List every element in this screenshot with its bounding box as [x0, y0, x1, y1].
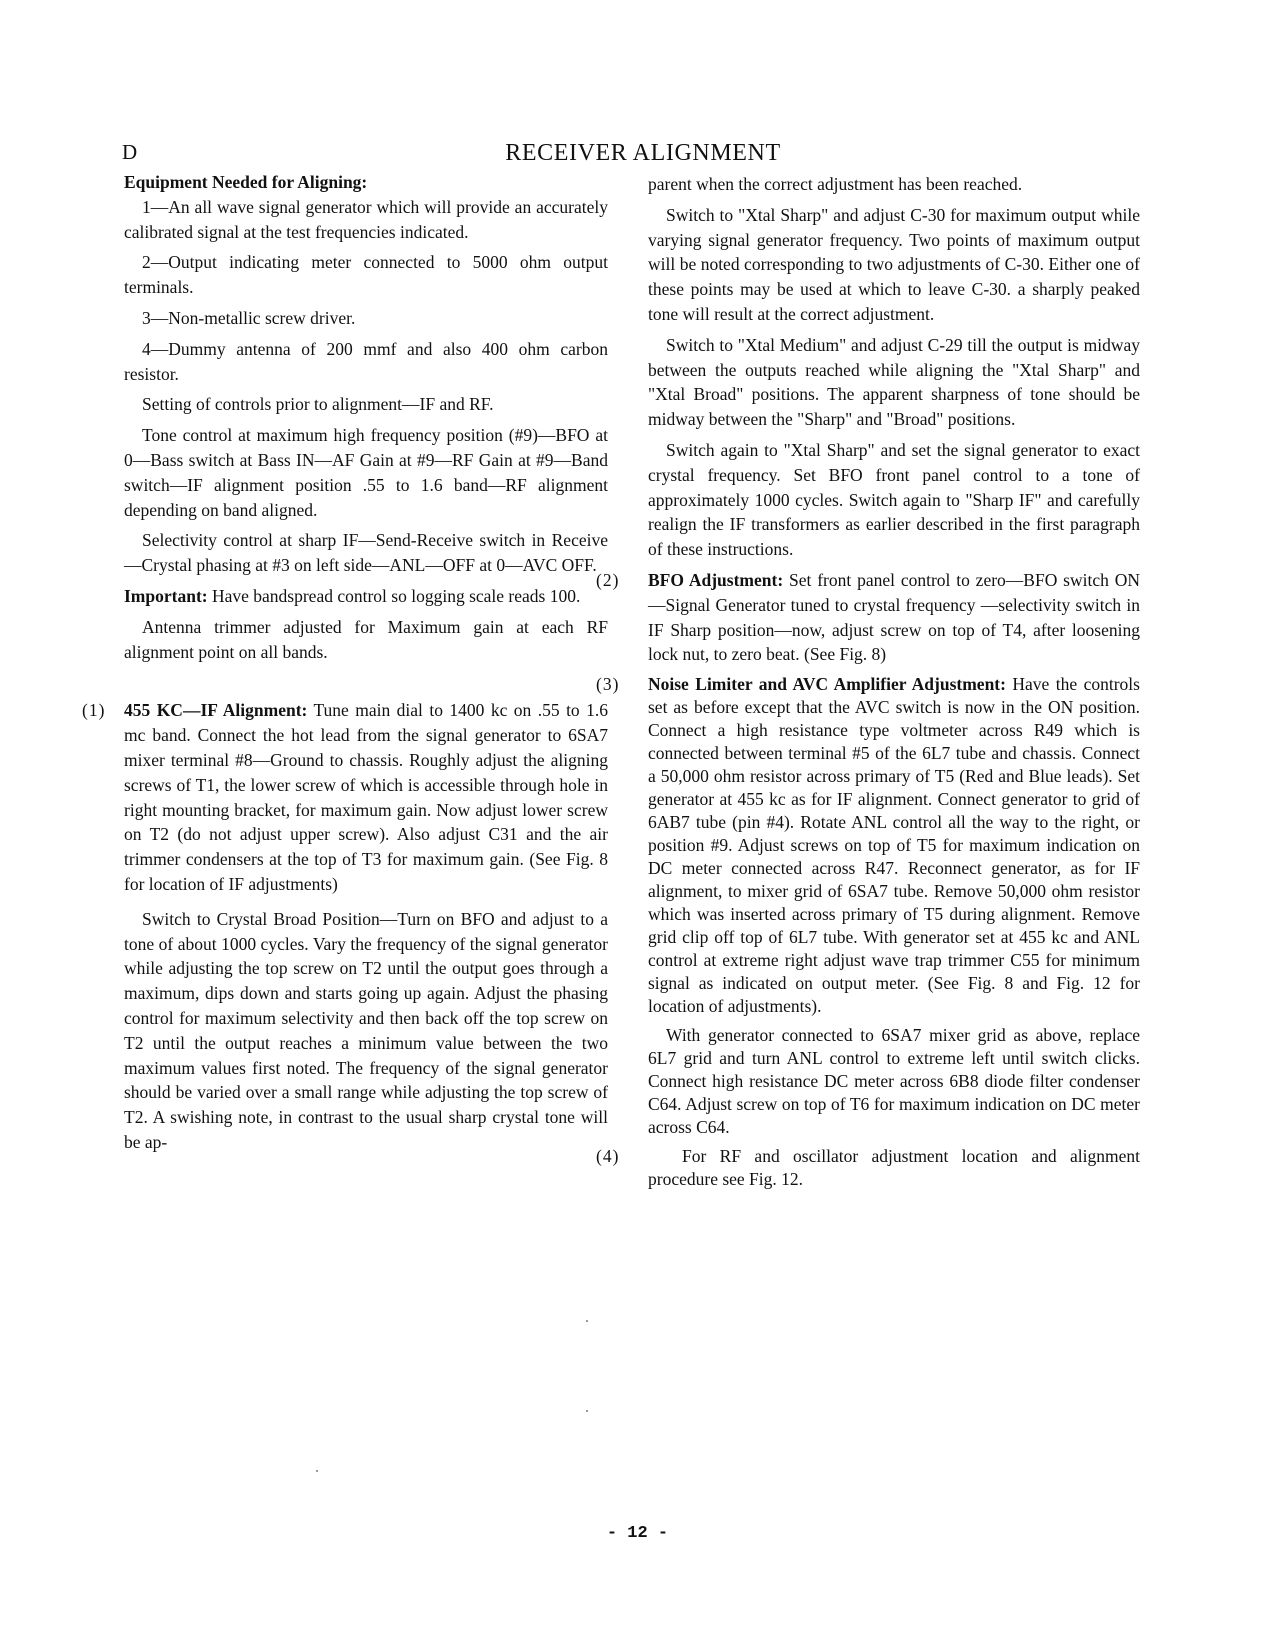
xtal-sharp-paragraph: Switch to "Xtal Sharp" and adjust C-30 for maximum output while varying signal generator frequency. Two points of maximum output will be noted corresponding to two adjustments of C-30. Either one of these points may be used at which to leave C-30. a sharply peaked tone will result at the correct adjustment.: [648, 204, 1140, 324]
page-title: RECEIVER ALIGNMENT: [505, 140, 781, 167]
step-text: For RF and oscillator adjustment location and alignment procedure see Fig. 12.: [648, 1146, 1140, 1190]
continuation-paragraph: parent when the correct adjustment has been reached.: [648, 174, 1023, 194]
equipment-item: 3—Non-metallic screw driver.: [142, 307, 356, 328]
xtal-sharp-again-paragraph: Switch again to "Xtal Sharp" and set the signal generator to exact crystal frequency. Set BFO front panel control to a tone of approximately 1000 cycles. Switch again to "Sharp IF" and carefully realign the IF transformers as earlier described in the first paragraph of these instructions.: [648, 439, 1140, 560]
scan-speck: [586, 1410, 588, 1412]
step-1: [82, 698, 608, 896]
important-note: [124, 584, 608, 609]
page-number: - 12 -: [606, 1524, 669, 1543]
step-title: 455 KC—IF Alignment:: [124, 700, 308, 721]
equipment-item: 2—Output indicating meter connected to 5000 ohm output terminals.: [124, 252, 608, 298]
settings-tone: Tone control at maximum high frequency position (#9)—BFO at 0—Bass switch at Bass IN—AF Gain at #9—RF Gain at #9—Band switch—IF alignment position .55 to 1.6 band—RF alignment depending on band aligned.: [124, 425, 608, 520]
equipment-item: 1—An all wave signal generator which will provide an accurately calibrated signal at the test frequencies indicated.: [124, 196, 608, 242]
step-text: Set front panel control to zero—BFO switch ON—Signal Generator tuned to crystal frequency —selectivity switch in IF Sharp position—now, adjust screw on top of T4, after loosening lock nut, to zero beat. (See Fig. 8): [648, 569, 1140, 665]
scan-speck: [586, 1320, 588, 1322]
xtal-medium-paragraph: Switch to "Xtal Medium" and adjust C-29 till the output is midway between the outputs reached while aligning the "Xtal Sharp" and "Xtal Broad" positions. The apparent sharpness of tone should be midway between the "Sharp" and "Broad" positions.: [648, 334, 1140, 430]
crystal-broad-paragraph: Switch to Crystal Broad Position—Turn on BFO and adjust to a tone of about 1000 cycles. Vary the frequency of the signal generator while adjusting the top screw on T2 until the output goes through a maximum, dips down and starts going up again. Adjust the phasing control for maximum selectivity and then back off the top screw on T2 until the output reaches a minimum value between the two maximum values first noted. The frequency of the signal generator should be varied over a small range while adjusting the top screw of T2. A swishing note, in contrast to the usual sharp crystal tone will be ap-: [124, 908, 608, 1152]
step-title: Noise Limiter and AVC Amplifier Adjustment:: [648, 674, 1006, 695]
step-3: [596, 673, 1140, 1018]
step-title: BFO Adjustment:: [648, 569, 784, 590]
step-number: (2): [596, 569, 620, 590]
step-2: [596, 568, 1140, 667]
important-text: Have bandspread control so logging scale reads 100.: [207, 585, 581, 606]
step-number: (4): [596, 1146, 620, 1167]
step-number: (3): [596, 674, 620, 695]
step-text: Tune main dial to 1400 kc on .55 to 1.6 mc band. Connect the hot lead from the signal generator to 6SA7 mixer terminal #8—Ground to chassis. Roughly adjust the aligning screws of T1, the lower screw of which is accessible through hole in right mounting bracket, for maximum gain. Now adjust lower screw on T2 (do not adjust upper screw). Also adjust C31 and the air trimmer condensers at the top of T3 for maximum gain. (See Fig. 8 for location of IF adjustments): [124, 700, 608, 894]
settings-intro: Setting of controls prior to alignment—IF and RF.: [142, 394, 494, 415]
equipment-item: 4—Dummy antenna of 200 mmf and also 400 ohm carbon resistor.: [124, 338, 608, 384]
step-3-followup: With generator connected to 6SA7 mixer grid as above, replace 6L7 grid and turn ANL control to extreme left until switch clicks. Connect high resistance DC meter across 6B8 diode filter condenser C64. Adjust screw on top of T6 for maximum indication on DC meter across C64.: [648, 1025, 1140, 1138]
settings-selectivity: Selectivity control at sharp IF—Send-Receive switch in Receive—Crystal phasing at #3 on left side—ANL—OFF at 0—AVC OFF.: [124, 530, 608, 576]
scan-speck: [316, 1470, 318, 1472]
left-column: [82, 170, 608, 1161]
section-letter: D: [122, 140, 138, 164]
important-label: Important:: [124, 585, 208, 606]
step-number: (1): [82, 700, 106, 721]
step-text: Have the controls set as before except that the AVC switch is now in the ON position. Connect a high resistance type voltmeter across R49 which is connected between terminal #5 of the 6L7 tube and chassis. Connect a 50,000 ohm resistor across primary of T5 (Red and Blue leads). Set generator at 455 kc as for IF alignment. Connect generator to grid of 6AB7 tube (pin #4). Rotate ANL control all the way to the right, or position #9. Adjust screws on top of T5 for maximum indication on DC meter connected across R47. Reconnect generator, as for IF alignment, to mixer grid of 6SA7 tube. Remove 50,000 ohm resistor which was inserted across primary of T5 during alignment. Remove grid clip off top of 6L7 tube. With generator set at 455 kc and ANL control at extreme right adjust wave trap trimmer C55 for minimum signal as indicated on output meter. (See Fig. 8 and Fig. 12 for location of adjustments).: [648, 674, 1140, 1017]
step-4: [596, 1145, 1140, 1191]
equipment-heading: Equipment Needed for Aligning:: [124, 172, 368, 192]
right-column: [596, 172, 1140, 1197]
antenna-trimmer-note: Antenna trimmer adjusted for Maximum gain at each RF alignment point on all bands.: [124, 616, 608, 662]
